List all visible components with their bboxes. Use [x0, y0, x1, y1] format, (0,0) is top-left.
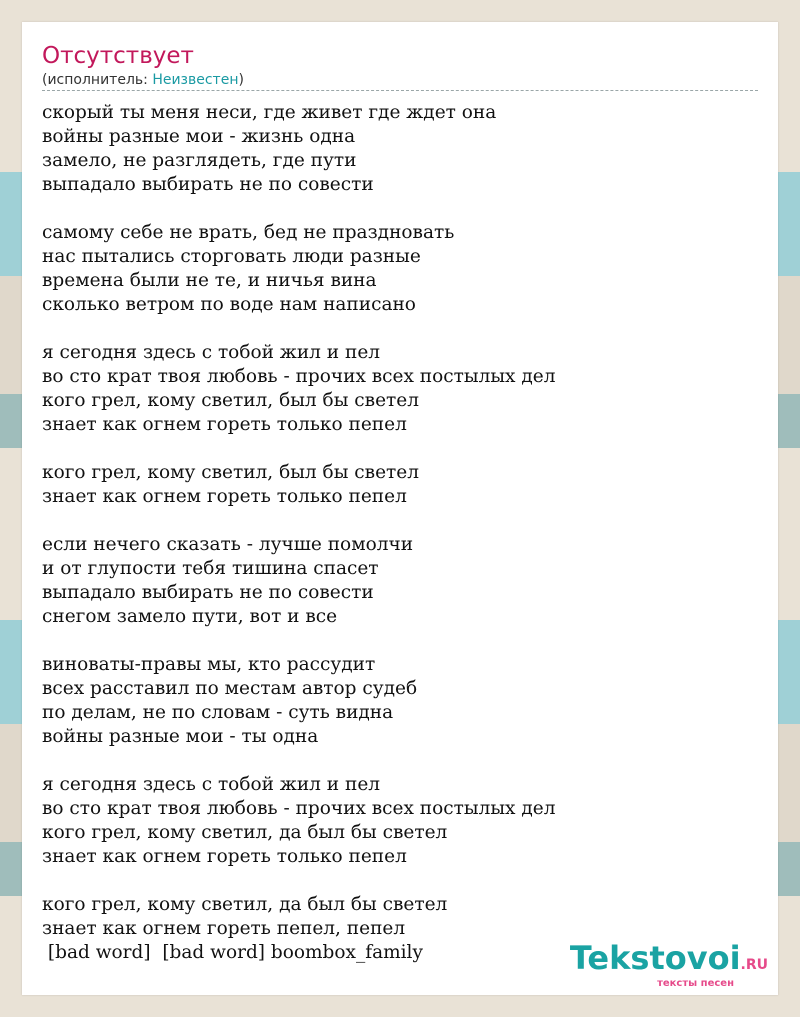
- logo-wordmark: [570, 941, 768, 982]
- lyric-line: снегом замело пути, вот и все: [42, 606, 338, 627]
- lyric-line: сколько ветром по воде нам написано: [42, 294, 416, 315]
- stanza-gap: [42, 869, 555, 893]
- lyrics-text: [42, 101, 555, 965]
- artist-prefix: (исполнитель:: [42, 72, 153, 88]
- lyric-line: замело, не разглядеть, где пути: [42, 150, 357, 171]
- lyric-line: знает как огнем гореть только пепел: [42, 486, 407, 507]
- logo-subtitle: тексты песен: [657, 978, 734, 989]
- lyric-line: виноваты-правы мы, кто рассудит: [42, 654, 376, 675]
- lyric-line: во сто крат твоя любовь - прочих всех постылых дел: [42, 798, 556, 819]
- lyric-line: времена были не те, и ничья вина: [42, 270, 377, 291]
- lyric-line: во сто крат твоя любовь - прочих всех постылых дел: [42, 366, 556, 387]
- lyric-line: нас пытались сторговать люди разные: [42, 246, 421, 267]
- logo-tld: .RU: [740, 957, 768, 973]
- lyric-line: кого грел, кому светил, да был бы светел: [42, 822, 448, 843]
- stanza-gap: [42, 437, 555, 461]
- lyric-line: войны разные мои - ты одна: [42, 726, 319, 747]
- lyric-line: скорый ты меня неси, где живет где ждет она: [42, 102, 497, 123]
- artist-line: [42, 71, 244, 89]
- lyric-line: если нечего сказать - лучше помолчи: [42, 534, 414, 555]
- stanza-gap: [42, 317, 555, 341]
- site-logo[interactable]: [570, 941, 768, 989]
- title-divider: [42, 90, 758, 91]
- lyric-line: знает как огнем гореть только пепел: [42, 414, 407, 435]
- stanza-gap: [42, 509, 555, 533]
- stanza-gap: [42, 629, 555, 653]
- lyric-line: я сегодня здесь с тобой жил и пел: [42, 774, 381, 795]
- lyric-line: и от глупости тебя тишина спасет: [42, 558, 379, 579]
- lyric-line: знает как огнем гореть только пепел: [42, 846, 407, 867]
- lyric-line: по делам, не по словам - суть видна: [42, 702, 394, 723]
- stanza-gap: [42, 197, 555, 221]
- lyric-line: выпадало выбирать не по совести: [42, 582, 374, 603]
- lyric-line: кого грел, кому светил, был бы светел: [42, 390, 419, 411]
- artist-suffix: ): [238, 72, 244, 88]
- song-title: Отсутствует: [42, 43, 194, 69]
- lyric-line: войны разные мои - жизнь одна: [42, 126, 356, 147]
- lyrics-card: [22, 22, 778, 995]
- lyric-line: самому себе не врать, бед не праздновать: [42, 222, 455, 243]
- artist-link[interactable]: Неизвестен: [152, 72, 239, 88]
- lyric-line: я сегодня здесь с тобой жил и пел: [42, 342, 381, 363]
- lyric-line: выпадало выбирать не по совести: [42, 174, 374, 195]
- stanza-gap: [42, 749, 555, 773]
- lyric-line: кого грел, кому светил, был бы светел: [42, 462, 419, 483]
- lyric-line: всех расставил по местам автор судеб: [42, 678, 418, 699]
- lyric-line: кого грел, кому светил, да был бы светел: [42, 894, 448, 915]
- logo-main-text: Tekstovoi: [569, 939, 741, 977]
- lyric-line: знает как огнем гореть пепел, пепел: [42, 918, 406, 939]
- lyric-line: [bad word] [bad word] boombox_family: [42, 942, 423, 963]
